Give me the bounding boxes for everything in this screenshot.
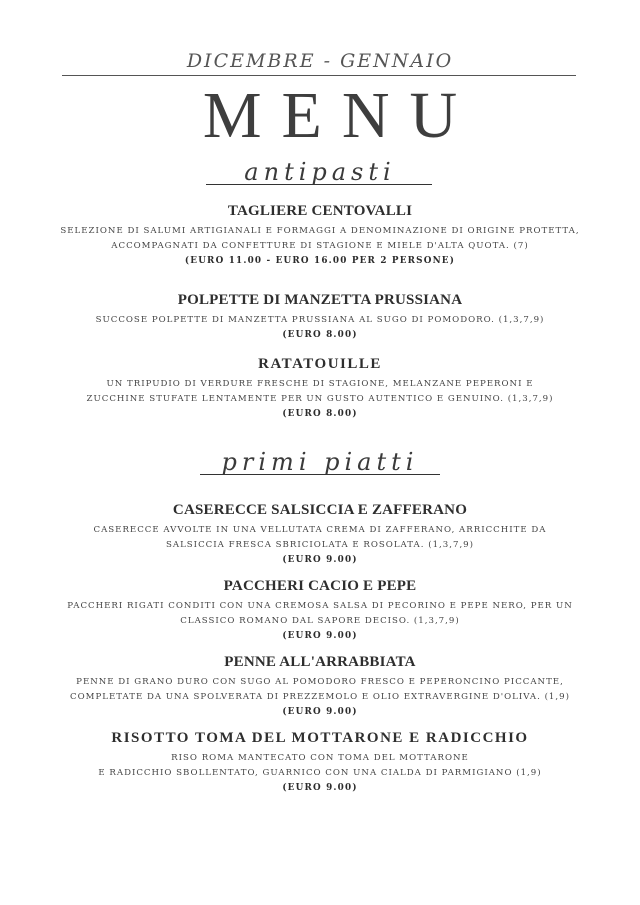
dish-description xyxy=(0,523,640,553)
dish-description-line: ZUCCHINE STUFATE LENTAMENTE PER UN GUSTO AUTENTICO E GENUINO. (1,3,7,9) xyxy=(86,394,554,404)
section-heading-primi-piatti xyxy=(0,448,640,476)
dish-description-line: CLASSICO ROMANO DAL SAPORE DECISO. (1,3,7,9) xyxy=(180,616,460,626)
dish-item xyxy=(0,502,640,567)
section-heading-antipasti xyxy=(0,158,640,186)
section-title: primi piatti xyxy=(221,448,419,476)
section-title: antipasti xyxy=(244,158,396,186)
dish-item xyxy=(0,654,640,719)
dish-description xyxy=(0,313,640,328)
dish-item xyxy=(0,292,640,342)
dish-item xyxy=(0,356,640,421)
dish-description-line: COMPLETATE DA UNA SPOLVERATA DI PREZZEMOLO E OLIO EXTRAVERGINE D'OLIVA. (1,9) xyxy=(70,692,570,702)
dish-price: (EURO 11.00 - EURO 16.00 PER 2 PERSONE) xyxy=(184,256,456,266)
dish-description-line: ACCOMPAGNATI DA CONFETTURE DI STAGIONE E MIELE D'ALTA QUOTA. (7) xyxy=(111,241,529,251)
dish-description-line: RISO ROMA MANTECATO CON TOMA DEL MOTTARONE xyxy=(171,753,469,763)
section-underline xyxy=(206,184,432,185)
dish-description-line: E RADICCHIO SBOLLENTATO, GUARNICO CON UNA CIALDA DI PARMIGIANO (1,9) xyxy=(98,768,542,778)
dish-name: PENNE ALL'ARRABBIATA xyxy=(224,654,416,670)
dish-description-line: CASERECCE AVVOLTE IN UNA VELLUTATA CREMA DI ZAFFERANO, ARRICCHITE DA xyxy=(93,525,547,535)
dish-description xyxy=(0,224,640,254)
dish-description xyxy=(0,751,640,781)
dish-item xyxy=(0,578,640,643)
dish-description-line: UN TRIPUDIO DI VERDURE FRESCHE DI STAGIONE, MELANZANE PEPERONI E xyxy=(106,379,534,389)
dish-description xyxy=(0,377,640,407)
dish-name: TAGLIERE CENTOVALLI xyxy=(227,203,413,219)
menu-period: DICEMBRE - GENNAIO xyxy=(186,50,454,72)
dish-name: PACCHERI CACIO E PEPE xyxy=(223,578,417,594)
dish-description xyxy=(0,599,640,629)
menu-title: MENU xyxy=(202,79,478,152)
dish-price: (EURO 8.00) xyxy=(282,330,358,340)
dish-name: RISOTTO TOMA DEL MOTTARONE E RADICCHIO xyxy=(111,730,529,746)
dish-description-line: SELEZIONE DI SALUMI ARTIGIANALI E FORMAGGI A DENOMINAZIONE DI ORIGINE PROTETTA, xyxy=(60,226,580,236)
dish-description xyxy=(0,675,640,705)
header-divider xyxy=(62,75,576,76)
dish-price: (EURO 9.00) xyxy=(282,631,358,641)
dish-price: (EURO 8.00) xyxy=(282,409,358,419)
dish-item xyxy=(0,203,640,268)
dish-description-line: PENNE DI GRANO DURO CON SUGO AL POMODORO FRESCO E PEPERONCINO PICCANTE, xyxy=(76,677,564,687)
dish-price: (EURO 9.00) xyxy=(282,783,358,793)
section-underline xyxy=(200,474,440,475)
dish-price: (EURO 9.00) xyxy=(282,555,358,565)
dish-description-line: PACCHERI RIGATI CONDITI CON UNA CREMOSA SALSA DI PECORINO E PEPE NERO, PER UN xyxy=(67,601,573,611)
dish-name: POLPETTE DI MANZETTA PRUSSIANA xyxy=(177,292,463,308)
dish-price: (EURO 9.00) xyxy=(282,707,358,717)
dish-description-line: SUCCOSE POLPETTE DI MANZETTA PRUSSIANA AL SUGO DI POMODORO. (1,3,7,9) xyxy=(95,315,545,325)
dish-item xyxy=(0,730,640,795)
dish-name: CASERECCE SALSICCIA E ZAFFERANO xyxy=(172,502,468,518)
dish-description-line: SALSICCIA FRESCA SBRICIOLATA E ROSOLATA. (1,3,7,9) xyxy=(166,540,474,550)
dish-name: RATATOUILLE xyxy=(258,356,382,372)
